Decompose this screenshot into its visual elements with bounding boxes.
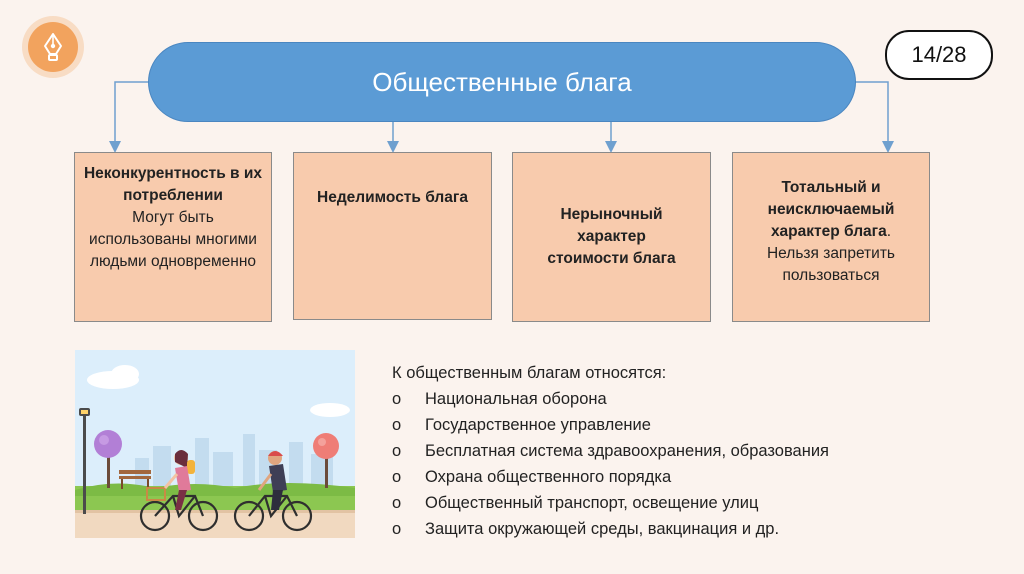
list-item bbox=[392, 412, 829, 438]
list-item-text: Бесплатная система здравоохранения, образования bbox=[425, 442, 829, 460]
list-item-text: Государственное управление bbox=[425, 416, 651, 434]
list-item-text: Общественный транспорт, освещение улиц bbox=[425, 494, 759, 512]
list-item bbox=[392, 516, 829, 542]
box-nonexclusion-heading-line bbox=[761, 177, 901, 243]
box-nonmarket-heading: Нерыночный характер стоимости блага bbox=[547, 206, 676, 267]
box-indivisibility bbox=[293, 152, 492, 320]
bullet-icon: o bbox=[392, 468, 402, 486]
list-item-text: Национальная оборона bbox=[425, 390, 607, 408]
box-nonrivalry bbox=[74, 152, 272, 322]
box-nonexclusion-suffix: . bbox=[886, 223, 892, 240]
list-item bbox=[392, 490, 829, 516]
box-nonrivalry-text: Могут быть использованы многими людьми одновременно bbox=[89, 209, 257, 270]
bullet-icon: o bbox=[392, 494, 402, 512]
bullet-icon: o bbox=[392, 442, 402, 460]
bullet-icon: o bbox=[392, 416, 402, 434]
page-counter: 14/28 bbox=[885, 30, 993, 80]
title-text: Общественные блага bbox=[372, 66, 632, 97]
box-nonexclusion-heading: Тотальный и неисключаемый характер блага bbox=[767, 179, 895, 240]
cyclists-park-illustration bbox=[75, 350, 355, 538]
box-nonrivalry-heading: Неконкурентность в их потреблении bbox=[83, 165, 263, 204]
list-item bbox=[392, 464, 829, 490]
box-indivisibility-heading: Неделимость блага bbox=[317, 189, 468, 206]
list-item-text: Охрана общественного порядка bbox=[425, 468, 672, 486]
connector-right bbox=[854, 82, 888, 147]
bullet-icon: o bbox=[392, 390, 402, 408]
title-node bbox=[148, 42, 856, 122]
list-intro: К общественным благам относятся: bbox=[392, 364, 667, 382]
list-item-text: Защита окружающей среды, вакцинация и др. bbox=[425, 520, 780, 538]
connector-left bbox=[115, 82, 150, 147]
box-nonmarket bbox=[512, 152, 711, 322]
bullet-icon: o bbox=[392, 520, 402, 538]
box-nonexclusion bbox=[732, 152, 930, 322]
box-nonexclusion-text: Нельзя запретить пользоваться bbox=[766, 245, 895, 284]
list-item bbox=[392, 438, 829, 464]
examples-list bbox=[392, 360, 829, 542]
list-items bbox=[392, 386, 829, 542]
list-item bbox=[392, 386, 829, 412]
